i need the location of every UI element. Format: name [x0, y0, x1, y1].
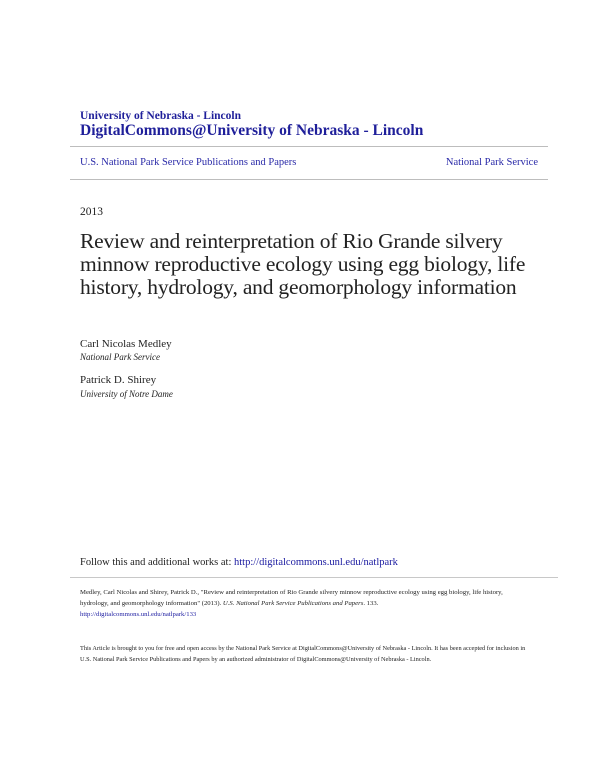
author-name[interactable]: Carl Nicolas Medley — [80, 338, 172, 350]
header-divider-top — [70, 146, 548, 147]
follow-label: Follow this and additional works at: — [80, 557, 234, 568]
repository-link[interactable]: DigitalCommons@University of Nebraska - Lincoln — [80, 122, 424, 139]
organization-link[interactable]: National Park Service — [445, 157, 538, 168]
access-notice: This Article is brought to you for free and open access by the National Park Service at DigitalCommons@University of Nebraska - Lincoln. It has been accepted for inclusion in U.S. National Park Service Publications and Papers by an authorized administrator of DigitalCommons@University of Nebraska - Lincoln. — [80, 645, 526, 663]
publication-year: 2013 — [80, 206, 103, 218]
follow-line — [80, 557, 398, 568]
author-name[interactable]: Patrick D. Shirey — [80, 374, 157, 386]
citation-text: Medley, Carl Nicolas and Shirey, Patrick D., "Review and reinterpretation of Rio Grande silvery minnow reproductive ecology using egg biology, life history, hydrology, and geomorphology information" (2013). — [80, 589, 503, 607]
recommended-citation — [80, 587, 528, 620]
institution-name: University of Nebraska - Lincoln — [80, 110, 241, 122]
author-affiliation: University of Notre Dame — [80, 389, 173, 399]
citation-series: U.S. National Park Service Publications and Papers — [222, 600, 364, 607]
author-affiliation: National Park Service — [80, 352, 160, 362]
citation-number: . 133. — [363, 600, 379, 607]
series-link[interactable]: U.S. National Park Service Publications and Papers — [80, 157, 297, 168]
collection-link[interactable]: http://digitalcommons.unl.edu/natlpark — [234, 557, 398, 568]
citation-link[interactable]: http://digitalcommons.unl.edu/natlpark/133 — [80, 611, 197, 618]
header-divider-bottom — [70, 179, 548, 180]
citation-divider — [70, 577, 558, 578]
paper-title: Review and reinterpretation of Rio Grande silvery minnow reproductive ecology using egg biology, life history, hydrology, and geomorphology information — [80, 229, 526, 299]
